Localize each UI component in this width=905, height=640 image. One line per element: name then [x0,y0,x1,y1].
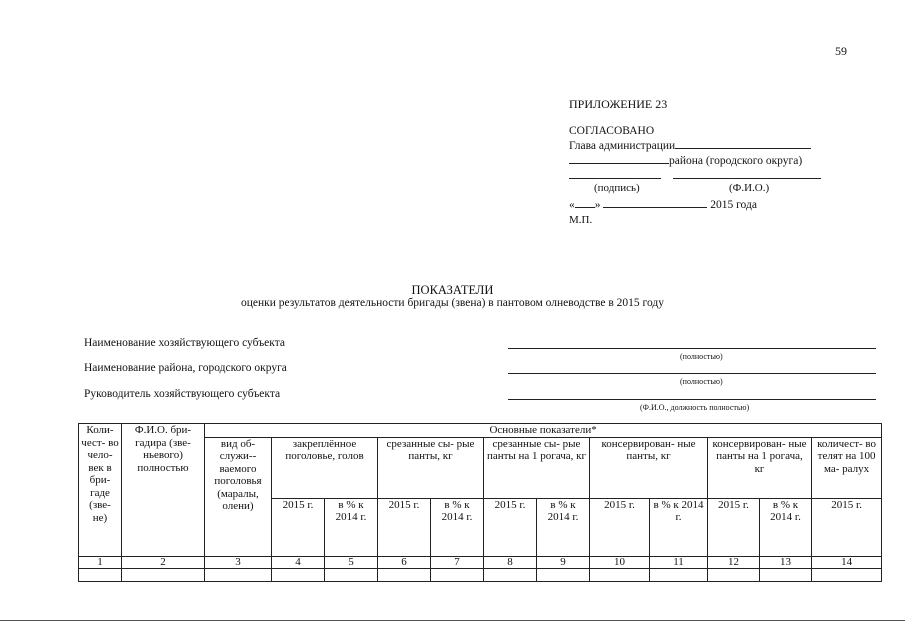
table-cell [812,568,882,581]
header-pct: в % к 2014 г. [431,498,484,556]
table-header-row-1 [79,424,882,438]
date-quote-close: » [594,199,601,211]
header-group-raw-per-stag: срезанные сы- рые панты на 1 рогача, кг [484,437,590,498]
date-quote-open: « [569,199,575,211]
table-cell [650,568,708,581]
field-label-entity: Наименование хозяйствующего субъекта [84,337,285,349]
head-of-admin-blank [675,138,811,149]
column-number: 5 [325,556,378,568]
head-of-admin-label: Глава администрации [569,140,676,152]
table-cell [708,568,760,581]
header-pct: в % к 2014 г. [650,498,708,556]
table-number-row [79,556,882,568]
table-cell [537,568,590,581]
date-year: 2015 года [710,199,757,211]
header-calves: количест- во телят на 100 ма- ралух [812,437,882,498]
header-pct: в % к 2014 г. [325,498,378,556]
column-number: 1 [79,556,122,568]
column-number: 7 [431,556,484,568]
table-cell [79,568,122,581]
header-year: 2015 г. [812,498,882,556]
table-cell [431,568,484,581]
day-blank [575,197,595,208]
table-cell [272,568,325,581]
approval-label: СОГЛАСОВАНО [569,125,655,137]
table-cell [378,568,431,581]
column-number: 6 [378,556,431,568]
column-number: 8 [484,556,537,568]
column-number: 12 [708,556,760,568]
page-bottom-rule [0,620,905,621]
field-note-head: (Ф.И.О., должность полностью) [640,403,750,412]
column-number: 3 [205,556,272,568]
field-note-district: (полностью) [680,377,723,386]
header-group-preserved: консервирован- ные панты, кг [590,437,708,498]
district-blank [569,153,669,164]
header-year: 2015 г. [590,498,650,556]
table-cell [484,568,537,581]
header-group-assigned: закреплённое поголовье, голов [272,437,378,498]
column-number: 14 [812,556,882,568]
header-year: 2015 г. [272,498,325,556]
appendix-label: ПРИЛОЖЕНИЕ 23 [569,97,668,111]
month-blank [603,197,707,208]
header-brigadier: Ф.И.О. бри- гадира (зве- ньевого) полностью [122,424,205,557]
header-livestock-type: вид об- служи-- ваемого поголовья (маралы, олени) [205,437,272,556]
header-year: 2015 г. [708,498,760,556]
table-cell [205,568,272,581]
name-blank [673,178,821,179]
table-cell [122,568,205,581]
indicators-table [78,423,882,582]
header-main-indicators: Основные показатели* [205,424,882,438]
table-empty-row [79,568,882,581]
approval-block [569,124,811,168]
page-number: 59 [835,44,847,58]
table-cell [325,568,378,581]
column-number: 2 [122,556,205,568]
table-cell [760,568,812,581]
date-row [569,197,757,211]
column-number: 10 [590,556,650,568]
column-number: 9 [537,556,590,568]
header-year: 2015 г. [378,498,431,556]
header-headcount: Коли- чест- во чело- век в бри- гаде (зве- не) [79,424,122,557]
document-subtitle: оценки результатов деятельности бригады (звена) в пантовом олневодстве в 2015 году [240,297,664,309]
field-label-district: Наименование района, городского округа [84,362,287,374]
document-title: ПОКАЗАТЕЛИ [411,283,494,297]
column-number: 11 [650,556,708,568]
field-line-district [508,373,876,374]
column-number: 4 [272,556,325,568]
field-label-head: Руководитель хозяйствующего субъекта [84,388,281,400]
header-group-preserved-per-stag: консервирован- ные панты на 1 рогача, кг [708,437,812,498]
signature-blank [569,178,661,179]
district-label: района (городского округа) [669,155,803,167]
field-line-head [508,399,876,400]
field-line-entity [508,348,876,349]
head-of-admin-row [569,138,811,153]
column-number: 13 [760,556,812,568]
seal-label: М.П. [569,214,593,226]
header-pct: в % к 2014 г. [760,498,812,556]
table-cell [590,568,650,581]
district-row [569,153,811,168]
header-year: 2015 г. [484,498,537,556]
field-note-entity: (полностью) [680,352,723,361]
name-caption: (Ф.И.О.) [729,182,770,194]
signature-caption: (подпись) [594,182,640,194]
header-pct: в % к 2014 г. [537,498,590,556]
header-group-raw-antlers: срезанные сы- рые панты, кг [378,437,484,498]
